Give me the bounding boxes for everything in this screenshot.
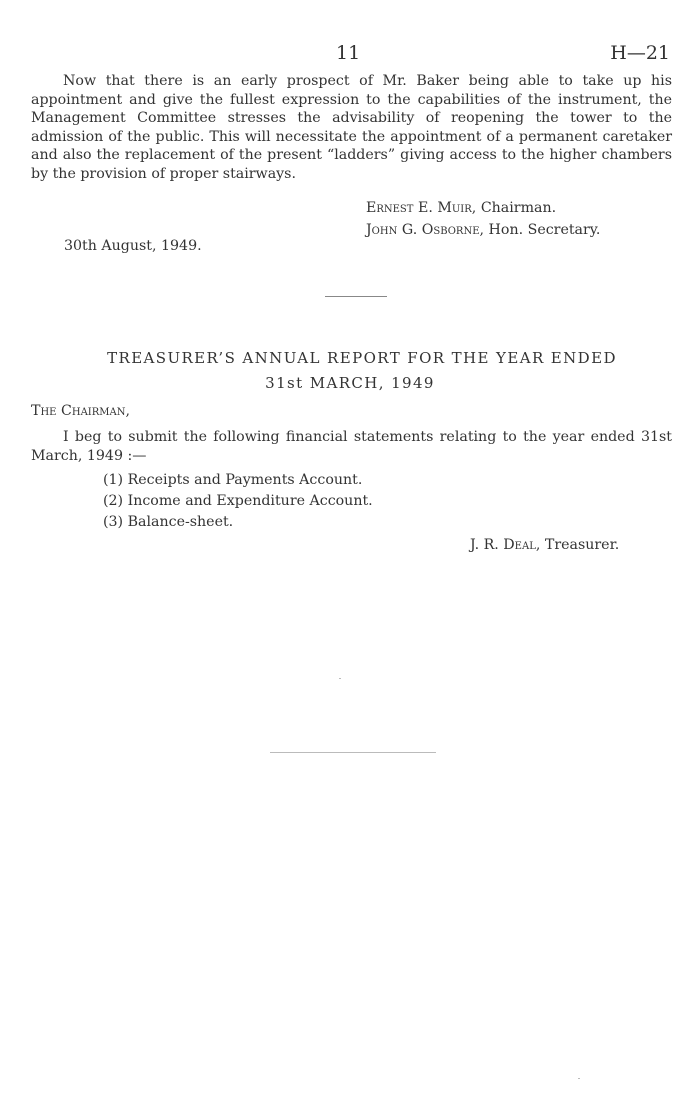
page-header: [0, 42, 700, 64]
document-reference: H—21: [610, 42, 670, 64]
report-date: 30th August, 1949.: [64, 238, 202, 254]
secretary-role: Hon. Secretary.: [488, 222, 601, 238]
section-divider: [325, 296, 387, 297]
end-divider: [270, 752, 436, 753]
treasurer-signature: [470, 537, 619, 553]
page-number: 11: [336, 42, 361, 64]
secretary-name: John G. Osborne,: [366, 222, 485, 238]
list-item: (2) Income and Expenditure Account.: [103, 493, 373, 509]
treasurer-role: Treasurer.: [544, 537, 620, 553]
list-item: (3) Balance-sheet.: [103, 514, 234, 530]
report-title-line1: TREASURER’S ANNUAL REPORT FOR THE YEAR ENDED: [107, 349, 617, 367]
list-item: (1) Receipts and Payments Account.: [103, 472, 363, 488]
treasurer-intro-paragraph: I beg to submit the following financial statements relating to the year ended 31st March, 1949 :—: [31, 429, 672, 464]
report-title-line2: 31st MARCH, 1949: [265, 374, 435, 392]
chairman-role: Chairman.: [480, 200, 557, 216]
committee-paragraph: Now that there is an early prospect of Mr. Baker being able to take up his appointment and give the fullest expression to the capabilities of the instrument, the Management Committee stresses the advisability of reopening the tower to the admission of the public. This will necessitate the appointment of a permanent caretaker and also the replacement of the present “ladders” giving access to the higher chambers by the provision of proper stairways.: [31, 73, 672, 182]
salutation: The Chairman,: [31, 403, 130, 419]
treasurer-name: J. R. Deal,: [470, 537, 541, 553]
chairman-signature: [366, 200, 556, 216]
chairman-name: Ernest E. Muir,: [366, 200, 477, 216]
secretary-signature: [366, 222, 600, 238]
statements-list: [103, 470, 373, 533]
print-speck: [578, 1078, 580, 1079]
print-speck: [339, 678, 341, 679]
